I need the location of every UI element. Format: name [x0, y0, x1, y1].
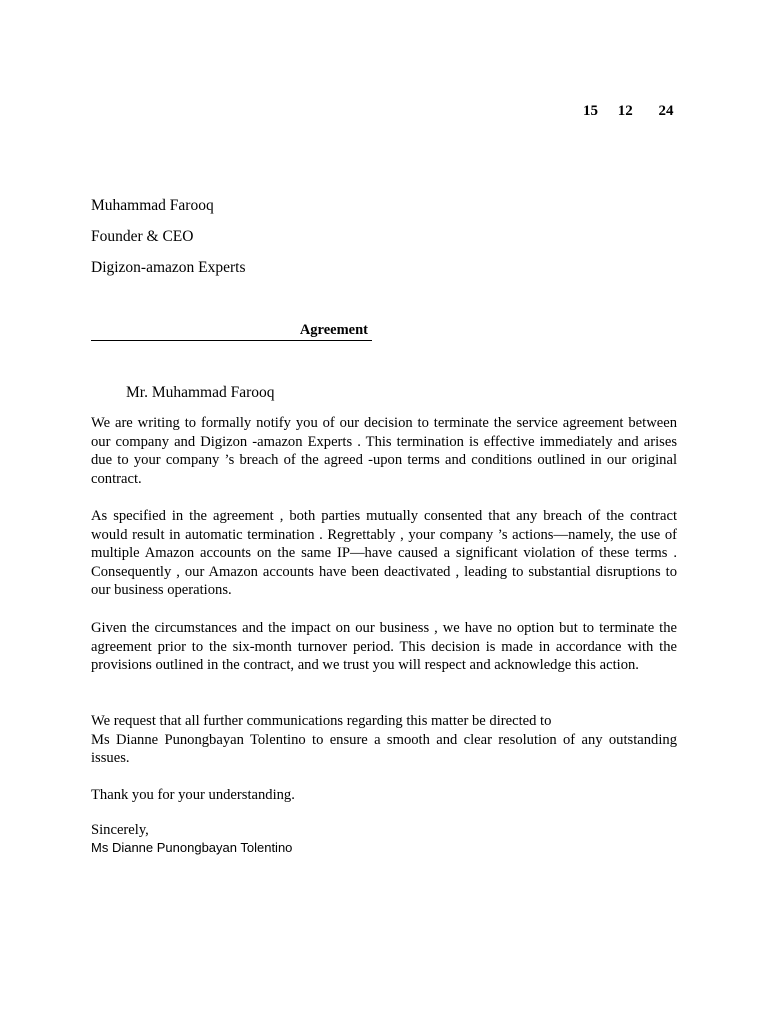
date-month: 12	[617, 103, 633, 119]
paragraph-decision: Given the circumstances and the impact on our business , we have no option but to terminate the agreement prior to the six-month turnover period. This decision is made in accordance with the provisions outlined in the contract, and we trust you will respect and acknowledge this action.	[91, 620, 677, 673]
recipient-title: Founder & CEO	[91, 228, 194, 245]
date-year: 24	[658, 103, 674, 119]
communications-line-rest: Ms Dianne Punongbayan Tolentino to ensure a smooth and clear resolution of any outstanding issues.	[91, 731, 677, 766]
date-day: 15	[583, 103, 598, 119]
paragraph-thanks: Thank you for your understanding.	[91, 787, 295, 803]
paragraph-breach: As specified in the agreement , both parties mutually consented that any breach of the contract would result in automatic termination . Regrettably , your company ’s actions—namely, the use of multiple Amazon accounts on the same IP—have caused a significant violation of these terms . Consequently , our Amazon accounts have been deactivated , leading to substantial disruptions to our business operations.	[91, 508, 677, 598]
salutation: Mr. Muhammad Farooq	[126, 384, 275, 401]
subject-heading: Agreement	[299, 322, 368, 338]
communications-line-1: We request that all further communications regarding this matter be directed to	[91, 713, 552, 729]
signer-name: Ms Dianne Punongbayan Tolentino	[91, 840, 293, 855]
recipient-company: Digizon-amazon Experts	[91, 259, 246, 276]
paragraph-notice: We are writing to formally notify you of our decision to terminate the service agreement between our company and Digizon -amazon Experts . This termination is effective immediately and arises due to your company ’s breach of the agreed -upon terms and conditions outlined in our original contract.	[91, 415, 677, 487]
subject-line	[91, 322, 372, 341]
recipient-name: Muhammad Farooq	[91, 197, 214, 214]
paragraph-communications	[91, 712, 677, 768]
letter-date	[583, 103, 674, 120]
closing: Sincerely,	[91, 822, 149, 838]
